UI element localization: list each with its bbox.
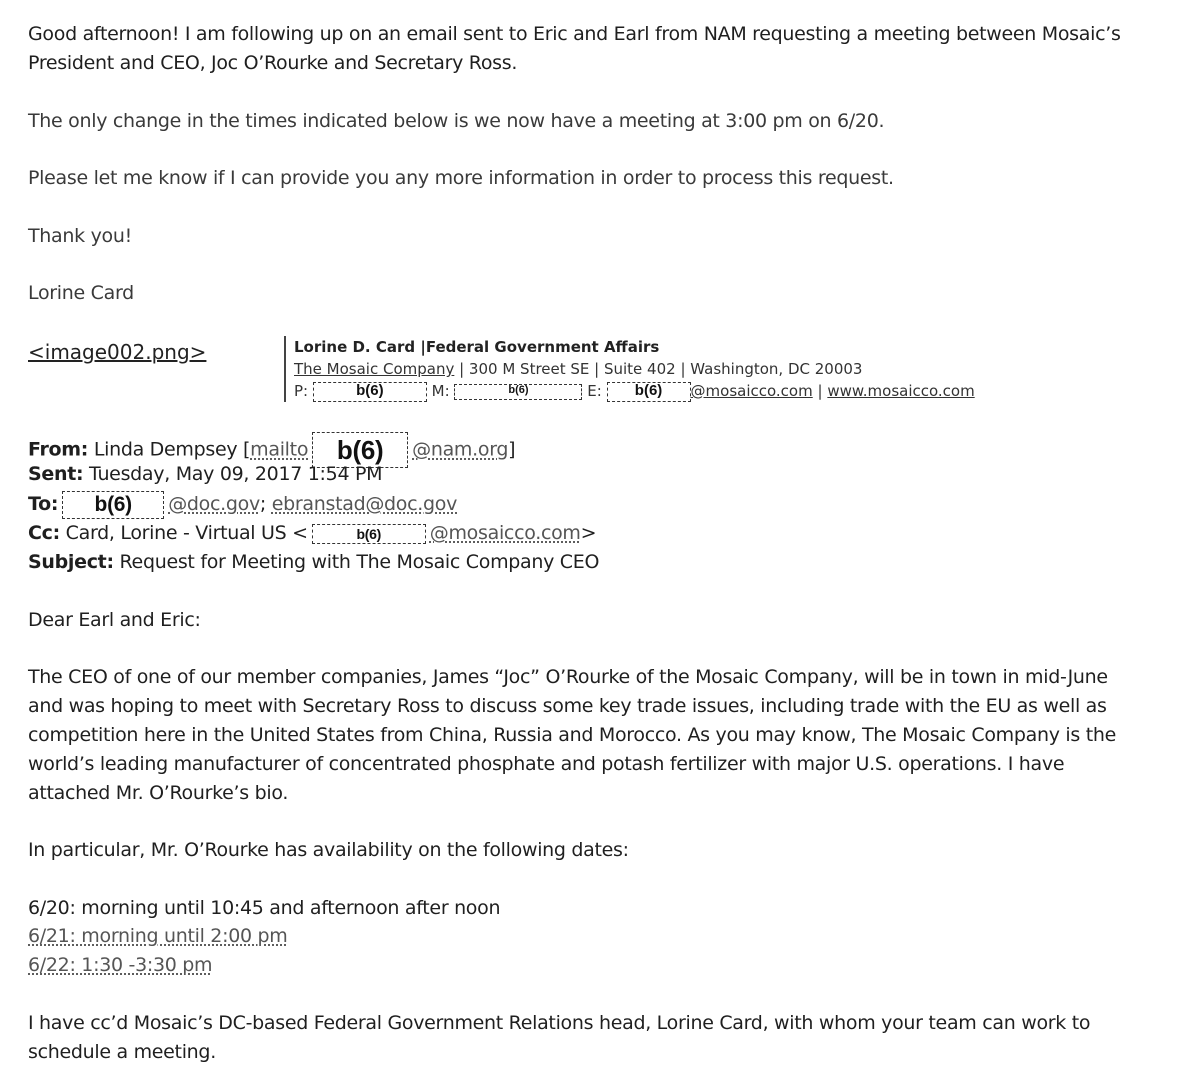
to-separator: ; xyxy=(259,493,272,515)
signature-website-link[interactable]: www.mosaicco.com xyxy=(827,382,975,400)
signature-address xyxy=(294,358,1074,380)
change-note: The only change in the times indicated below is we now have a meeting at 3:00 pm on 6/20. xyxy=(28,110,885,132)
signature-separator: | xyxy=(812,382,828,400)
to-email-domain[interactable]: @doc.gov xyxy=(168,493,260,515)
to-label: To: xyxy=(28,493,59,515)
intro-line-2: President and CEO, Joc O’Rourke and Secretary Ross. xyxy=(28,52,518,74)
email-signature xyxy=(284,336,1074,402)
body-paragraph-line: The CEO of one of our member companies, James “Joc” O’Rourke of the Mosaic Company, will be in town in mid-June xyxy=(28,666,1108,688)
subject-label: Subject: xyxy=(28,551,114,573)
signature-company[interactable]: The Mosaic Company xyxy=(294,360,455,378)
date-item: 6/22: 1:30 -3:30 pm xyxy=(28,954,213,976)
signature-phone-label: P: xyxy=(294,382,309,400)
body-paragraph-line: competition here in the United States from China, Russia and Morocco. As you may know, The Mosaic Company is the xyxy=(28,724,1117,746)
intro-line-1: Good afternoon! I am following up on an email sent to Eric and Earl from NAM requesting a meeting between Mosaic’s xyxy=(28,23,1121,45)
redaction-box: b(6) xyxy=(312,524,426,544)
sent-line xyxy=(28,460,382,488)
date-item: 6/21: morning until 2:00 pm xyxy=(28,925,288,947)
signature-email-domain[interactable]: @mosaicco.com xyxy=(690,382,813,400)
signature-mobile-label: M: xyxy=(431,382,450,400)
image-attachment-link[interactable]: <image002.png> xyxy=(28,340,207,364)
signature-contacts xyxy=(294,380,1074,402)
from-close: ] xyxy=(508,438,516,461)
signature-name-title: Lorine D. Card |Federal Government Affairs xyxy=(294,338,660,356)
cc-close: > xyxy=(580,522,597,544)
greeting: Dear Earl and Eric: xyxy=(28,609,201,631)
from-name: Linda Dempsey [ xyxy=(88,438,251,461)
signature-address-text: | 300 M Street SE | Suite 402 | Washington, DC 20003 xyxy=(454,360,863,378)
body-paragraph-line: world’s leading manufacturer of concentrated phosphate and potash fertilizer with major U.S. operations. I have xyxy=(28,753,1065,775)
redaction-box: b(6) xyxy=(454,384,582,400)
availability-intro: In particular, Mr. O’Rourke has availability on the following dates: xyxy=(28,839,629,861)
to-second-email-link[interactable]: ebranstad@doc.gov xyxy=(271,493,458,515)
redaction-box: b(6) xyxy=(312,432,408,468)
sent-label: Sent: xyxy=(28,463,84,485)
redaction-box: b(6) xyxy=(62,491,164,519)
closing-line: schedule a meeting. xyxy=(28,1041,216,1063)
to-line xyxy=(28,490,457,519)
redaction-box: b(6) xyxy=(607,382,691,402)
sent-value: Tuesday, May 09, 2017 1:54 PM xyxy=(83,463,383,485)
date-item: 6/20: morning until 10:45 and afternoon after noon xyxy=(28,897,501,919)
redaction-box: b(6) xyxy=(313,382,427,402)
cc-label: Cc: xyxy=(28,522,60,544)
from-email-domain[interactable]: @nam.org xyxy=(412,438,509,461)
subject-line xyxy=(28,548,599,576)
subject-value: Request for Meeting with The Mosaic Company CEO xyxy=(113,551,600,573)
body-paragraph-line: attached Mr. O’Rourke’s bio. xyxy=(28,782,289,804)
cc-value: Card, Lorine - Virtual US < xyxy=(59,522,308,544)
signature-email-label: E: xyxy=(587,382,602,400)
thanks-line: Thank you! xyxy=(28,225,132,247)
from-mailto-link[interactable]: mailto xyxy=(250,438,309,461)
closing-line: I have cc’d Mosaic’s DC-based Federal Government Relations head, Lorine Card, with whom your team can work to xyxy=(28,1012,1091,1034)
body-paragraph-line: and was hoping to meet with Secretary Ross to discuss some key trade issues, including trade with the EU as well as xyxy=(28,695,1107,717)
cc-email-domain[interactable]: @mosaicco.com xyxy=(429,522,581,544)
sender-name: Lorine Card xyxy=(28,282,134,304)
from-label: From: xyxy=(28,438,89,461)
please-note: Please let me know if I can provide you any more information in order to process this request. xyxy=(28,167,894,189)
cc-line xyxy=(28,519,596,547)
